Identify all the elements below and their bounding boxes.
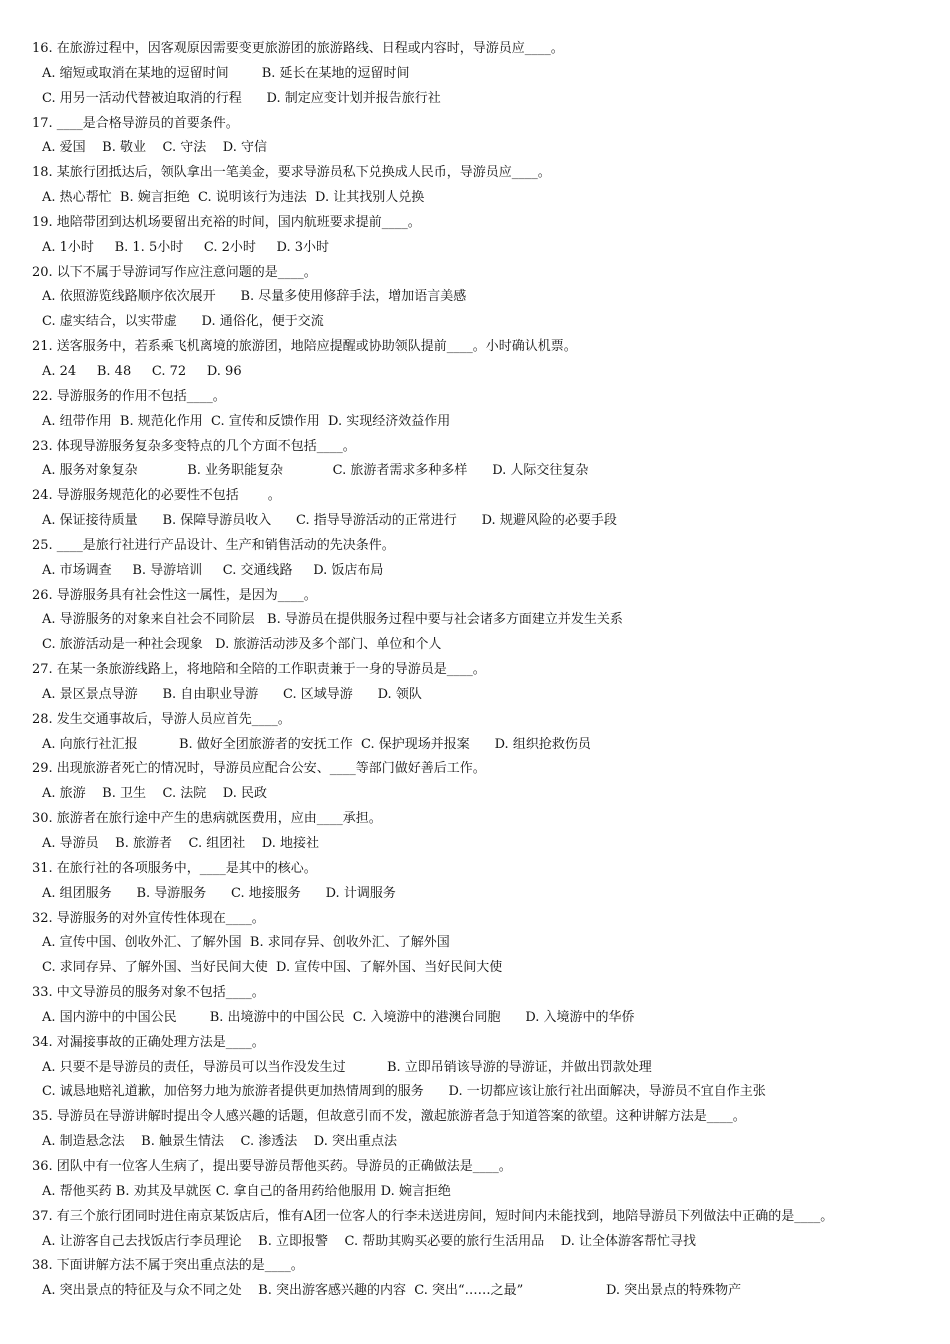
question-list <box>0 37 950 1304</box>
answer-options: A. 缩短或取消在某地的逗留时间 B. 延长在某地的逗留时间 <box>42 65 410 81</box>
question-text: 34. 对漏接事故的正确处理方法是____。 <box>32 1034 265 1050</box>
question-text: 36. 团队中有一位客人生病了，提出要导游员帮他买药。导游员的正确做法是____。 <box>32 1158 512 1174</box>
question-text: 24. 导游服务规范化的必要性不包括 。 <box>32 488 281 504</box>
answer-options: A. 1小时 B. 1. 5小时 C. 2小时 D. 3小时 <box>42 239 330 255</box>
answer-options: A. 纽带作用 B. 规范化作用 C. 宣传和反馈作用 D. 实现经济效益作用 <box>42 413 451 429</box>
answer-options: A. 制造悬念法 B. 触景生情法 C. 渗透法 D. 突出重点法 <box>42 1134 398 1150</box>
question-text: 32. 导游服务的对外宣传性体现在____。 <box>32 910 265 926</box>
answer-options: C. 诚恳地赔礼道歉，加倍努力地为旅游者提供更加热情周到的服务 D. 一切都应该让旅行社出面解决，导游员不宜自作主张 <box>42 1084 766 1100</box>
answer-options: A. 24 B. 48 C. 72 D. 96 <box>42 363 242 379</box>
question-text: 26. 导游服务具有社会性这一属性，是因为____。 <box>32 587 317 603</box>
question-text: 27. 在某一条旅游线路上，将地陪和全陪的工作职责兼于一身的导游员是____。 <box>32 662 486 678</box>
answer-options: A. 只要不是导游员的责任，导游员可以当作没发生过 B. 立即吊销该导游的导游证，并做出罚款处理 <box>42 1059 652 1075</box>
question-text: 19. 地陪带团到达机场要留出充裕的时间，国内航班要求提前____。 <box>32 214 421 230</box>
answer-options: A. 景区景点导游 B. 自由职业导游 C. 区域导游 D. 领队 <box>42 686 422 702</box>
answer-options: A. 帮他买药 B. 劝其及早就医 C. 拿自己的备用药给他服用 D. 婉言拒绝 <box>42 1183 451 1199</box>
answer-options: A. 爱国 B. 敬业 C. 守法 D. 守信 <box>42 140 268 156</box>
question-text: 31. 在旅行社的各项服务中，____是其中的核心。 <box>32 860 317 876</box>
question-text: 28. 发生交通事故后，导游人员应首先____。 <box>32 711 291 727</box>
answer-options: C. 求同存异、了解外国、当好民间大使 D. 宣传中国、了解外国、当好民间大使 <box>42 960 503 976</box>
question-text: 22. 导游服务的作用不包括____。 <box>32 388 226 404</box>
answer-options: A. 旅游 B. 卫生 C. 法院 D. 民政 <box>42 786 268 802</box>
question-text: 33. 中文导游员的服务对象不包括____。 <box>32 985 265 1001</box>
answer-options: A. 导游员 B. 旅游者 C. 组团社 D. 地接社 <box>42 836 320 851</box>
answer-options: A. 宣传中国、创收外汇、了解外国 B. 求同存异、创收外汇、了解外国 <box>42 935 450 951</box>
question-text: 21. 送客服务中，若系乘飞机离境的旅游团，地陪应提醒或协助领队提前____。小时确认机票。 <box>32 339 577 355</box>
answer-options: A. 组团服务 B. 导游服务 C. 地接服务 D. 计调服务 <box>42 885 396 901</box>
question-text: 20. 以下不属于导游词写作应注意问题的是____。 <box>32 264 317 280</box>
question-text: 25. ____是旅行社进行产品设计、生产和销售活动的先决条件。 <box>32 537 395 553</box>
question-text: 17. ____是合格导游员的首要条件。 <box>32 115 239 131</box>
question-text: 30. 旅游者在旅行途中产生的患病就医费用，应由____承担。 <box>32 811 382 827</box>
question-text: 35. 导游员在导游讲解时提出令人感兴趣的话题，但故意引而不发，激起旅游者急于知道答案的欲望。这种讲解方法是____。 <box>32 1109 746 1125</box>
question-text: 29. 出现旅游者死亡的情况时，导游员应配合公安、____等部门做好善后工作。 <box>32 761 486 777</box>
question-text: 16. 在旅游过程中，因客观原因需要变更旅游团的旅游路线、日程或内容时，导游员应____。 <box>32 41 564 56</box>
question-text: 38. 下面讲解方法不属于突出重点法的是____。 <box>32 1258 304 1274</box>
answer-options: A. 导游服务的对象来自社会不同阶层 B. 导游员在提供服务过程中要与社会诸多方面建立并发生关系 <box>42 612 623 628</box>
answer-options: C. 虚实结合，以实带虚 D. 通俗化，便于交流 <box>42 314 324 330</box>
answer-options: A. 保证接待质量 B. 保障导游员收入 C. 指导导游活动的正常进行 D. 规避风险的必要手段 <box>42 513 617 529</box>
answer-options: C. 旅游活动是一种社会现象 D. 旅游活动涉及多个部门、单位和个人 <box>42 637 442 653</box>
answer-options: A. 突出景点的特征及与众不同之处 B. 突出游客感兴趣的内容 C. 突出“……之最” D. 突出景点的特殊物产 <box>42 1283 742 1299</box>
answer-options: A. 服务对象复杂 B. 业务职能复杂 C. 旅游者需求多种多样 D. 人际交往复杂 <box>42 463 589 479</box>
answer-options: A. 向旅行社汇报 B. 做好全团旅游者的安抚工作 C. 保护现场并报案 D. 组织抢救伤员 <box>42 736 591 752</box>
answer-options: C. 用另一活动代替被迫取消的行程 D. 制定应变计划并报告旅行社 <box>42 90 441 106</box>
answer-options: A. 让游客自己去找饭店行李员理论 B. 立即报警 C. 帮助其购买必要的旅行生活用品 D. 让全体游客帮忙寻找 <box>42 1233 697 1249</box>
answer-options: A. 热心帮忙 B. 婉言拒绝 C. 说明该行为违法 D. 让其找别人兑换 <box>42 190 425 206</box>
answer-options: A. 市场调查 B. 导游培训 C. 交通线路 D. 饭店布局 <box>42 562 384 578</box>
question-text: 37. 有三个旅行团同时进住南京某饭店后，惟有A团一位客人的行李未送进房间，短时间内未能找到，地陪导游员下列做法中正确的是____。 <box>32 1208 834 1224</box>
answer-options: A. 国内游中的中国公民 B. 出境游中的中国公民 C. 入境游中的港澳台同胞 D. 入境游中的华侨 <box>42 1009 635 1025</box>
answer-options: A. 依照游览线路顺序依次展开 B. 尽量多使用修辞手法，增加语言美感 <box>42 289 467 305</box>
question-text: 23. 体现导游服务复杂多变特点的几个方面不包括____。 <box>32 438 356 454</box>
question-text: 18. 某旅行团抵达后，领队拿出一笔美金，要求导游员私下兑换成人民币，导游员应____。 <box>32 165 551 181</box>
